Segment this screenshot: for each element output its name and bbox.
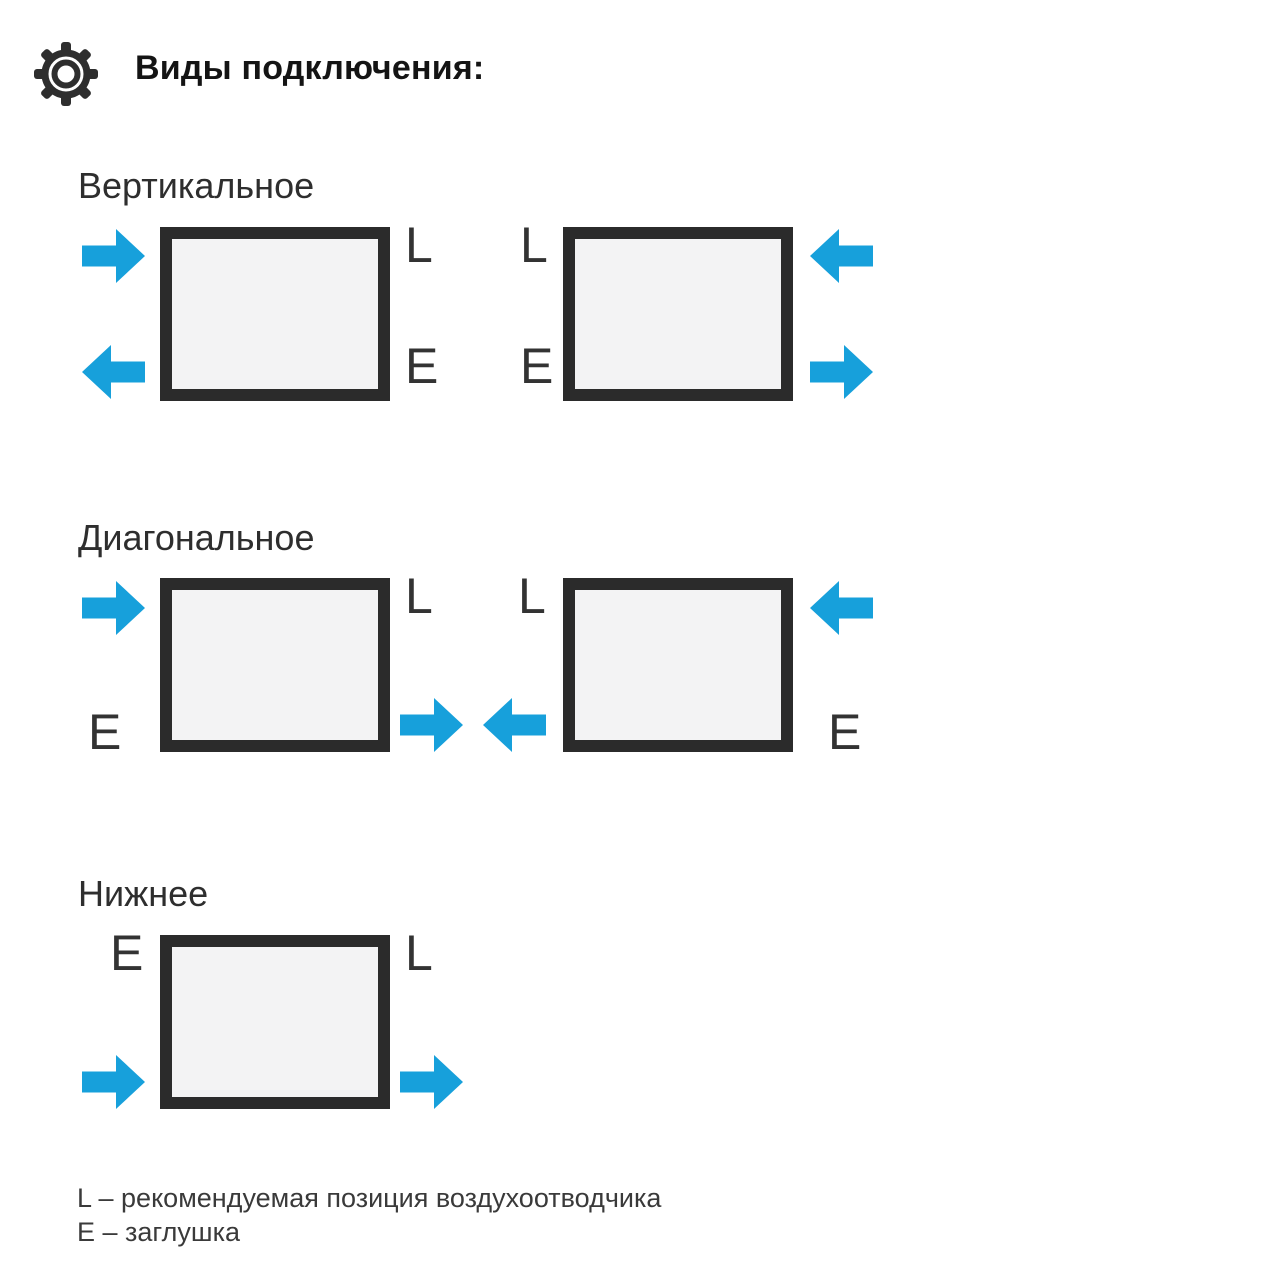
legend-air-vent: L – рекомендуемая позиция воздухоотводчика <box>77 1183 662 1213</box>
plug-label: E <box>828 704 862 760</box>
legend-plug: E – заглушка <box>77 1217 241 1247</box>
air-vent-label: L <box>518 568 546 624</box>
plug-label: E <box>110 925 144 981</box>
radiator-box <box>563 227 793 401</box>
section-title-bottom: Нижнее <box>78 873 209 914</box>
arrow-right-icon <box>82 1055 145 1109</box>
arrow-left-icon <box>810 229 873 283</box>
page-title: Виды подключения: <box>135 49 485 87</box>
plug-label: E <box>88 704 122 760</box>
arrow-right-icon <box>82 229 145 283</box>
arrow-right-icon <box>82 581 145 635</box>
plug-label: E <box>405 338 439 394</box>
arrow-right-icon <box>400 1055 463 1109</box>
arrow-left-icon <box>82 345 145 399</box>
arrow-right-icon <box>810 345 873 399</box>
radiator-box <box>160 578 390 752</box>
radiator-box <box>160 935 390 1109</box>
gear-icon <box>34 42 98 106</box>
arrow-left-icon <box>483 698 546 752</box>
air-vent-label: L <box>405 217 433 273</box>
air-vent-label: L <box>520 217 548 273</box>
air-vent-label: L <box>405 925 433 981</box>
air-vent-label: L <box>405 568 433 624</box>
arrow-left-icon <box>810 581 873 635</box>
plug-label: E <box>520 338 554 394</box>
radiator-box <box>160 227 390 401</box>
arrow-right-icon <box>400 698 463 752</box>
radiator-box <box>563 578 793 752</box>
section-title-vertical: Вертикальное <box>78 165 315 206</box>
section-title-diagonal: Диагональное <box>78 517 315 558</box>
